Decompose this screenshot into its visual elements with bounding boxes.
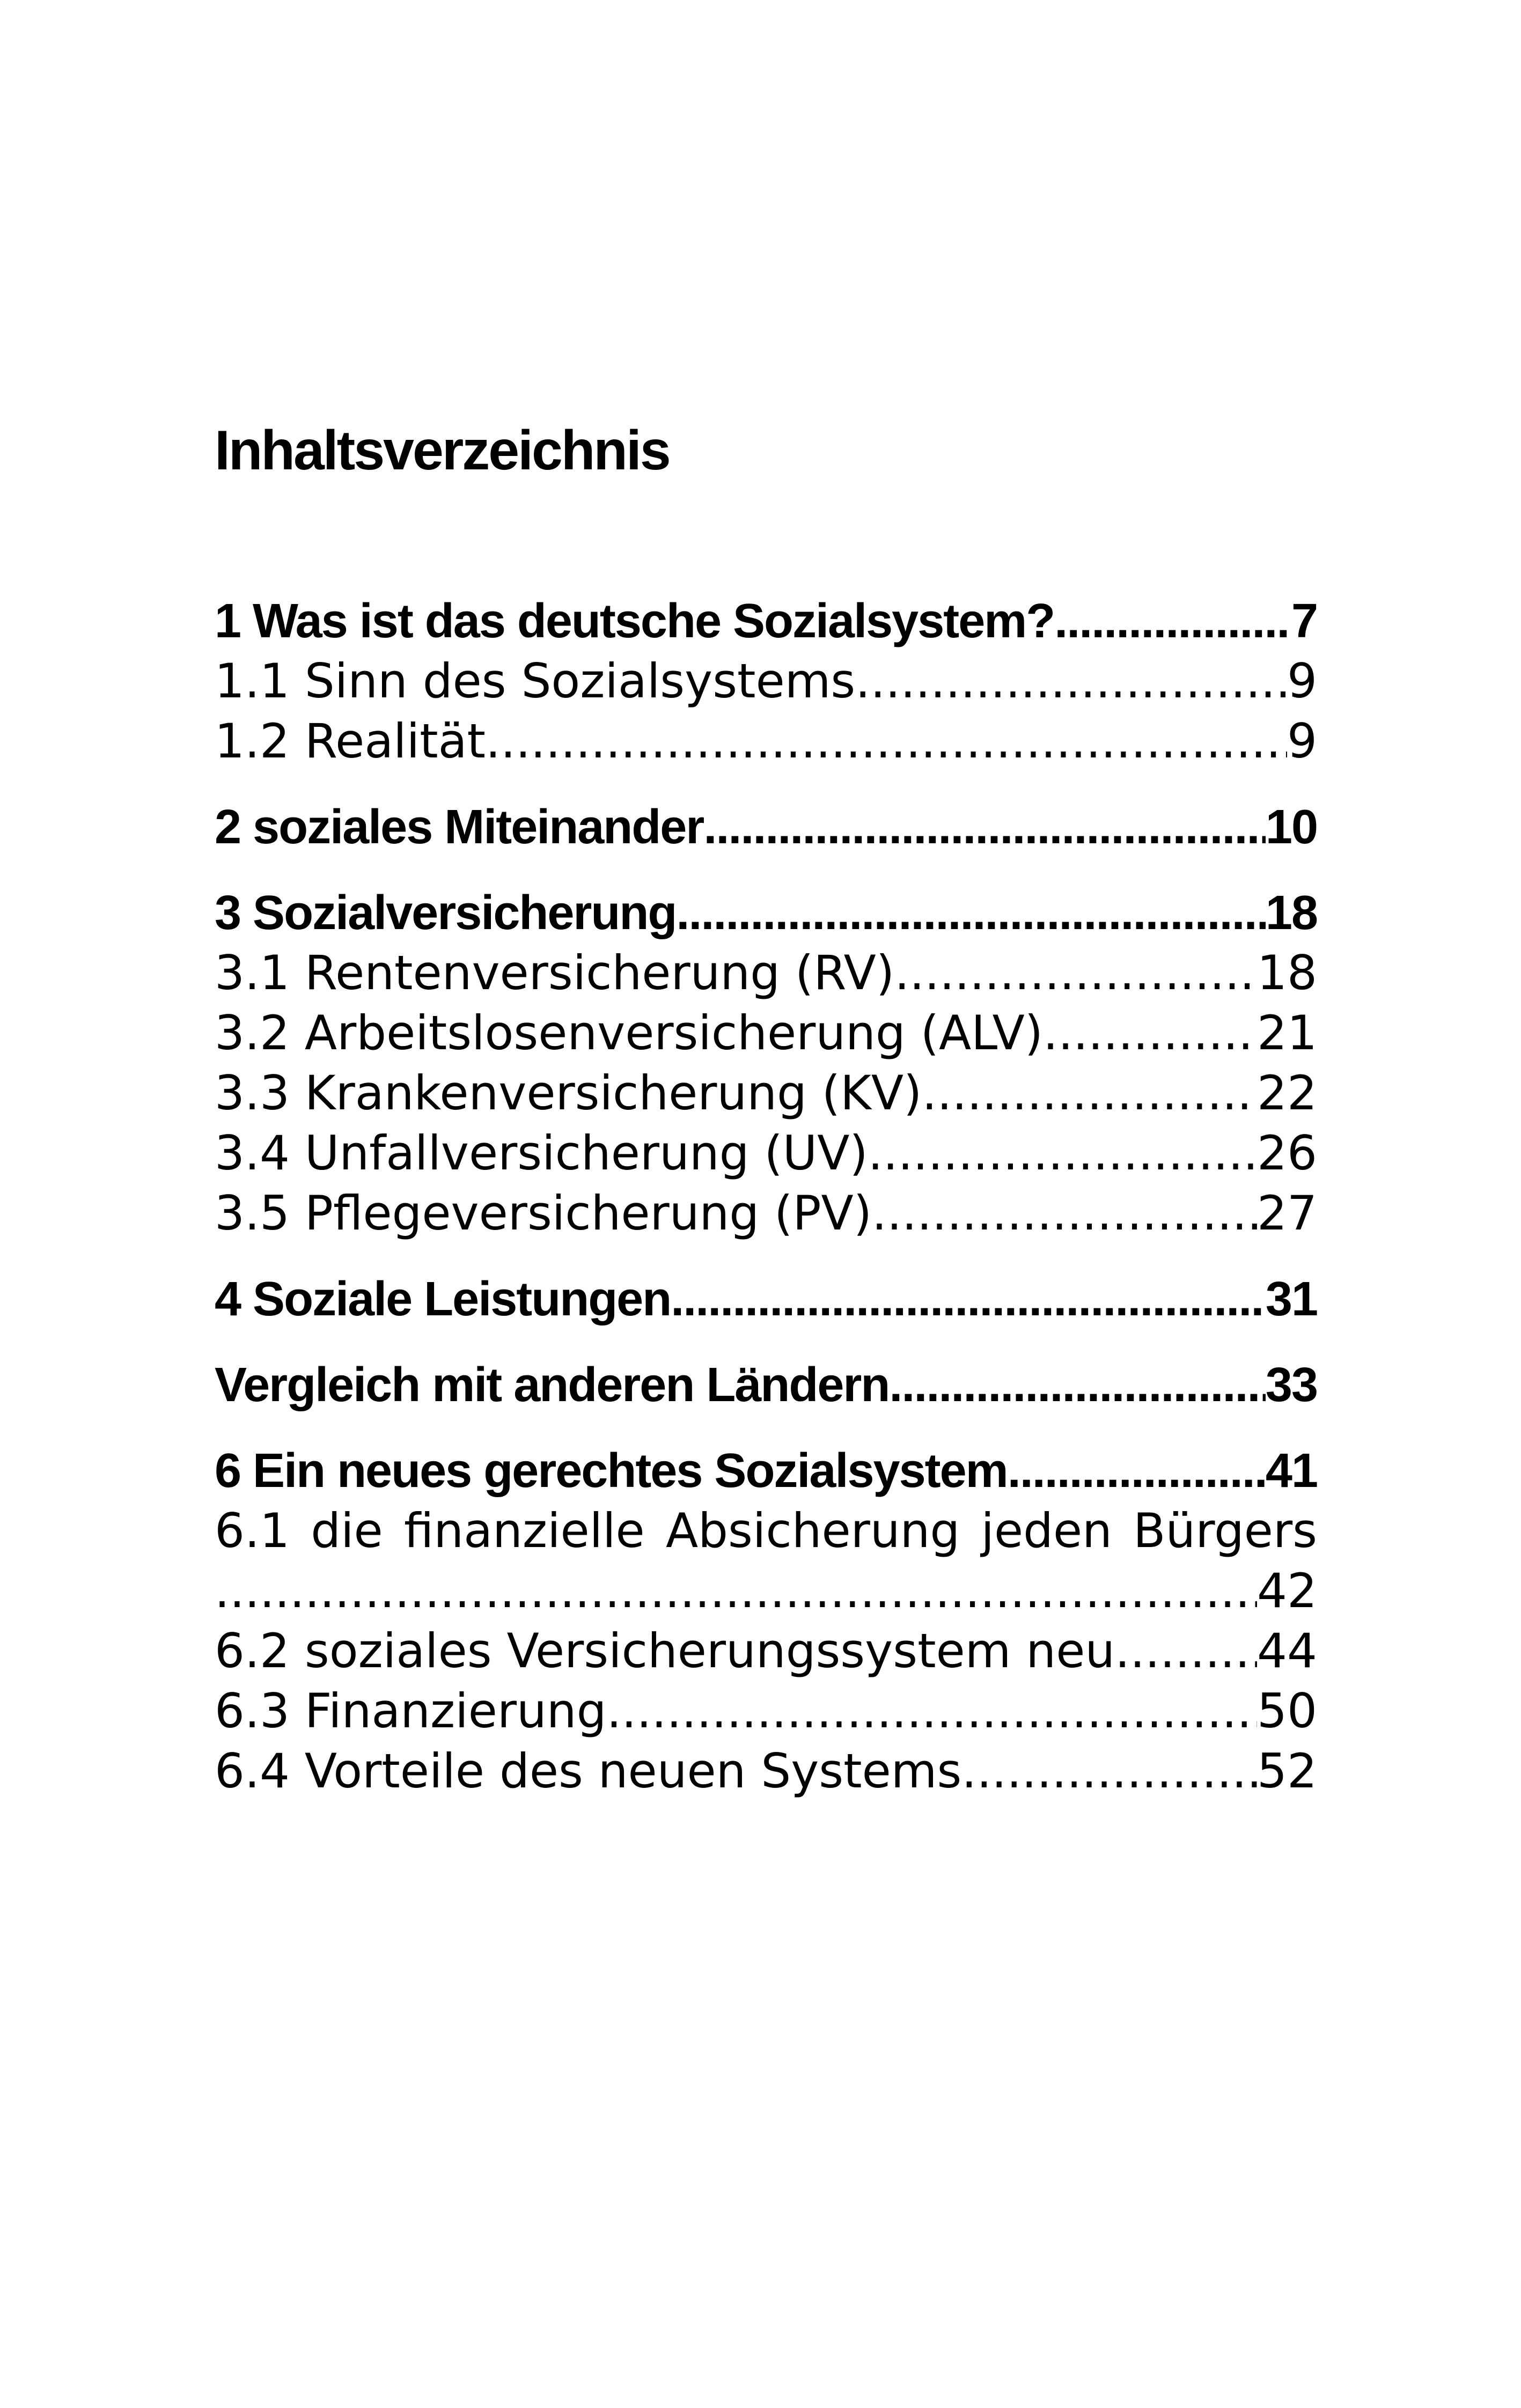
toc-entry-page: 44: [1257, 1623, 1317, 1678]
toc-entry-label: 3.2 Arbeitslosenversicherung (ALV): [215, 1005, 1044, 1061]
toc-entry-chapter-6[interactable]: [215, 1441, 1317, 1501]
toc-entry-page: 41: [1265, 1444, 1317, 1498]
dot-leader: [1115, 1621, 1257, 1681]
toc-entry-page: 10: [1265, 800, 1317, 854]
toc-entry-label: 1 Was ist das deutsche Sozialsystem?: [215, 594, 1055, 648]
dot-leader: [606, 1681, 1257, 1741]
toc-entry-page: 18: [1265, 886, 1317, 940]
toc-entry-page: 9: [1287, 713, 1317, 769]
toc-entry-page: 52: [1257, 1743, 1317, 1799]
toc-entry-section-3-1[interactable]: [215, 943, 1317, 1003]
dot-leader: [703, 797, 1266, 857]
toc-entry-section-3-2[interactable]: [215, 1003, 1317, 1063]
dot-leader: [1043, 1003, 1257, 1063]
toc-entry-word: finanzielle: [403, 1503, 645, 1558]
toc-entry-label-justified: [215, 1501, 1317, 1561]
toc-entry-section-6-3[interactable]: [215, 1681, 1317, 1741]
toc-entry-label: 3.5 Pflegeversicherung (PV): [215, 1185, 872, 1241]
toc-entry-section-3-3[interactable]: [215, 1063, 1317, 1123]
toc-entry-page: 26: [1257, 1125, 1317, 1181]
toc-title: Inhaltsverzeichnis: [215, 419, 670, 482]
toc-entry-label: 3 Sozialversicherung: [215, 886, 677, 940]
toc-entry-section-3-5[interactable]: [215, 1183, 1317, 1243]
toc-entry-page: 21: [1257, 1005, 1317, 1061]
toc-entry-page: 33: [1265, 1358, 1317, 1412]
toc-entry-label: 1.1 Sinn des Sozialsystems: [215, 653, 856, 709]
dot-leader: [676, 883, 1266, 943]
toc-entry-page: 27: [1257, 1185, 1317, 1241]
dot-leader: [894, 943, 1257, 1003]
dot-leader: [671, 1269, 1266, 1329]
toc-entry-chapter-4[interactable]: [215, 1269, 1317, 1329]
toc-entry-page: 22: [1257, 1065, 1317, 1121]
toc-entry-word: Bürgers: [1133, 1503, 1317, 1558]
dot-leader: [872, 1183, 1257, 1243]
dot-leader: [1054, 591, 1291, 651]
toc-entry-page: 9: [1287, 653, 1317, 709]
toc-entry-section-6-1[interactable]: [215, 1501, 1317, 1621]
toc-entry-word: die: [311, 1503, 383, 1558]
toc-entry-page: 42: [1257, 1563, 1317, 1618]
toc-entry-label: 1.2 Realität: [215, 713, 486, 769]
toc-entry-page: 7: [1291, 594, 1317, 648]
toc-entry-label: 6.3 Finanzierung: [215, 1683, 607, 1739]
toc-entry-chapter-1[interactable]: [215, 591, 1317, 651]
toc-entry-chapter-5[interactable]: [215, 1355, 1317, 1415]
dot-leader: [961, 1741, 1257, 1801]
dot-leader: [215, 1561, 1257, 1621]
toc-entry-section-1-1[interactable]: [215, 651, 1317, 711]
dot-leader: [868, 1123, 1257, 1183]
toc-entry-page: 18: [1257, 945, 1317, 1000]
toc-entry-page: 50: [1257, 1683, 1317, 1739]
toc-entry-page: 31: [1265, 1272, 1317, 1326]
toc-entry-label: 2 soziales Miteinander: [215, 800, 704, 854]
toc-entry-section-6-4[interactable]: [215, 1741, 1317, 1801]
dot-leader: [889, 1355, 1266, 1415]
toc-entry-word: jeden: [981, 1503, 1112, 1558]
toc-entry-word: 6.1: [215, 1503, 290, 1558]
toc-entry-chapter-2[interactable]: [215, 797, 1317, 857]
toc-entry-section-3-4[interactable]: [215, 1123, 1317, 1183]
dot-leader: [1008, 1441, 1266, 1501]
toc-entry-label: 4 Soziale Leistungen: [215, 1272, 671, 1326]
toc-entry-label: 6.2 soziales Versicherungssystem neu: [215, 1623, 1115, 1678]
toc-entry-word: Absicherung: [665, 1503, 960, 1558]
toc-entry-label: 6 Ein neues gerechtes Sozialsystem: [215, 1444, 1008, 1498]
toc-entry-label: 3.3 Krankenversicherung (KV): [215, 1065, 922, 1121]
toc-entry-label: 6.4 Vorteile des neuen Systems: [215, 1743, 962, 1799]
toc-entry-chapter-3[interactable]: [215, 883, 1317, 943]
toc-entry-section-6-2[interactable]: [215, 1621, 1317, 1681]
table-of-contents: [215, 591, 1317, 1801]
dot-leader: [922, 1063, 1257, 1123]
toc-entry-label: Vergleich mit anderen Ländern: [215, 1358, 890, 1412]
toc-entry-label: 3.4 Unfallversicherung (UV): [215, 1125, 868, 1181]
toc-entry-label: 3.1 Rentenversicherung (RV): [215, 945, 895, 1000]
dot-leader: [486, 711, 1287, 771]
dot-leader: [855, 651, 1287, 711]
toc-entry-section-1-2[interactable]: [215, 711, 1317, 771]
